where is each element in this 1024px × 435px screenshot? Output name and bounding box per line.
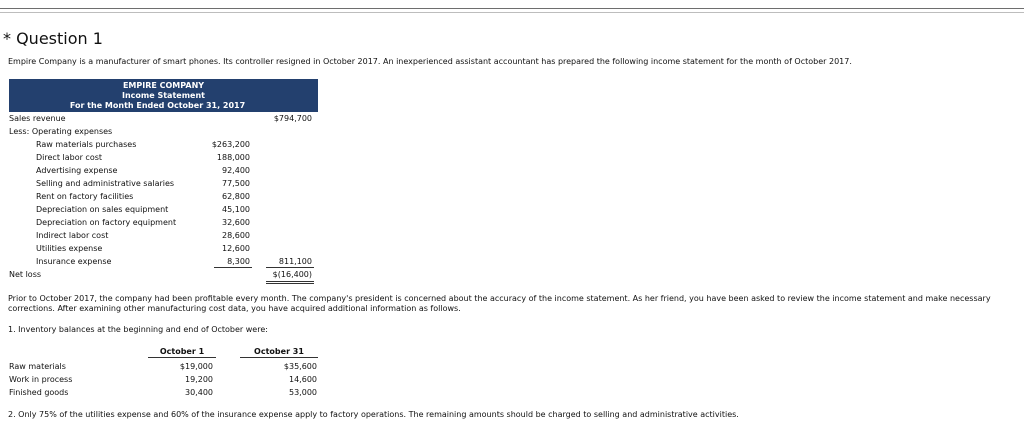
inventory-oct1-value: 30,400	[185, 388, 213, 397]
expense-label: Direct labor cost	[36, 153, 103, 162]
less-label: Less: Operating expenses	[9, 127, 113, 136]
item-1: 1. Inventory balances at the beginning and end of October were:	[8, 325, 268, 334]
intro-text: Empire Company is a manufacturer of smart phones. Its controller resigned in October 2017. An inexperienced assistant accountant has prepared the following income statement for the month of October 2017.	[8, 57, 852, 66]
expense-label: Selling and administrative salaries	[36, 179, 175, 188]
inventory-row-label: Raw materials	[9, 362, 66, 371]
expense-label: Indirect labor cost	[36, 231, 109, 240]
expense-label: Depreciation on sales equipment	[36, 205, 169, 214]
inventory-oct31-value: 53,000	[289, 388, 317, 397]
inventory-oct31-value: $35,600	[283, 362, 317, 371]
statement-header	[9, 79, 318, 112]
total-rule	[266, 267, 314, 268]
expense-label: Insurance expense	[36, 257, 112, 266]
expense-value: 32,600	[222, 218, 250, 227]
expense-value: 77,500	[222, 179, 250, 188]
inventory-oct1-value: 19,200	[185, 375, 213, 384]
expense-value: 45,100	[222, 205, 250, 214]
company-name: EMPIRE COMPANY	[122, 81, 205, 90]
top-rule	[0, 8, 1024, 9]
item-2: 2. Only 75% of the utilities expense and 60% of the insurance expense apply to factory operations. The remaining amounts should be charged to selling and administrative activities.	[8, 410, 739, 419]
expense-label: Rent on factory facilities	[36, 192, 134, 201]
expense-value: 188,000	[216, 153, 250, 162]
expense-label: Advertising expense	[36, 166, 118, 175]
expense-value: 92,400	[222, 166, 250, 175]
expense-label: Raw materials purchases	[36, 140, 137, 149]
expense-label: Depreciation on factory equipment	[36, 218, 177, 227]
total-expenses: 811,100	[278, 257, 312, 266]
question-title: * Question 1	[3, 29, 103, 48]
inventory-oct31-value: 14,600	[289, 375, 317, 384]
inventory-oct1-value: $19,000	[179, 362, 213, 371]
net-loss-label: Net loss	[9, 270, 42, 279]
expense-value: 12,600	[222, 244, 250, 253]
expense-value: 8,300	[227, 257, 250, 266]
statement-period: For the Month Ended October 31, 2017	[69, 101, 246, 110]
expense-value: $263,200	[211, 140, 250, 149]
expense-label: Utilities expense	[36, 244, 103, 253]
col-header-rule	[240, 357, 318, 358]
sales-value: $794,700	[273, 114, 312, 123]
subtotal-rule	[214, 267, 252, 268]
inventory-row-label: Finished goods	[9, 388, 69, 397]
expense-value: 28,600	[222, 231, 250, 240]
col-header-october-1: October 1	[159, 347, 205, 356]
col-header-rule	[148, 357, 216, 358]
col-header-october-31: October 31	[254, 347, 304, 356]
net-loss-value: $(16,400)	[272, 270, 312, 279]
expense-value: 62,800	[222, 192, 250, 201]
net-loss-double-rule	[266, 281, 314, 284]
sales-label: Sales revenue	[9, 114, 66, 123]
inventory-row-label: Work in process	[9, 375, 73, 384]
statement-name: Income Statement	[122, 91, 205, 100]
context-paragraph: Prior to October 2017, the company had been profitable every month. The company's president is concerned about the accuracy of the income statement. As her friend, you have been asked to review the income statement and make necessary corrections. After examining other manufacturing cost data, you have acquired additional information as follows.	[8, 294, 991, 313]
top-rule-secondary	[0, 12, 1024, 13]
